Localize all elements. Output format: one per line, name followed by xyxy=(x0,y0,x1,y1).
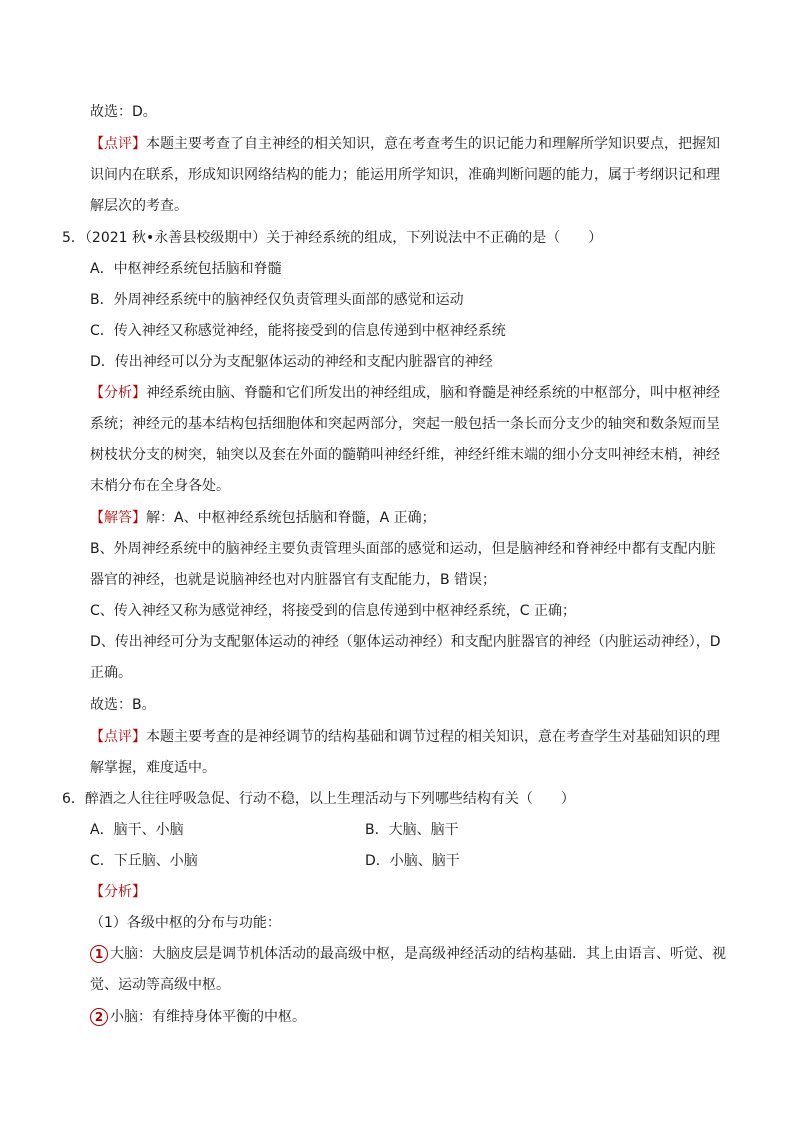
q4-comment-line-1 xyxy=(90,134,730,154)
q4-comment-line-3: 解层次的考查。 xyxy=(90,198,188,214)
q6-item-2-line-1 xyxy=(90,1007,730,1027)
q5-solution-line-2: B、外周神经系统中的脑神经主要负责管理头面部的感觉和运动，但是脑神经和脊神经中都有支配内脏 xyxy=(90,541,716,557)
q5-option-a: A．中枢神经系统包括脑和脊髓 xyxy=(90,261,282,277)
q5-option-d: D．传出神经可以分为支配躯体运动的神经和支配内脏器官的神经 xyxy=(90,354,493,370)
q5-solution-line-4: C、传入神经又称为感觉神经，将接受到的信息传递到中枢神经系统，C 正确； xyxy=(90,603,576,619)
q6-item-2-text-1: 小脑：有维持身体平衡的中枢。 xyxy=(110,1009,306,1025)
q6-analysis-tag-line xyxy=(90,882,730,902)
q5-analysis-line-3: 树枝状分支的树突，轴突以及套在外面的髓鞘叫神经纤维，神经纤维末端的细小分支叫神经末梢，神经 xyxy=(90,447,720,463)
q5-solution-line-5: D、传出神经可分为支配躯体运动的神经（躯体运动神经）和支配内脏器官的神经（内脏运动神经），D xyxy=(90,634,721,650)
q5-option-c: C．传入神经又称感觉神经，能将接受到的信息传递到中枢神经系统 xyxy=(90,323,506,339)
q6-option-c: C．下丘脑、小脑 xyxy=(90,853,198,869)
q4-comment-line-2: 识间内在联系，形成知识网络结构的能力；能运用所学知识，准确判断问题的能力，属于考纲识记和理 xyxy=(90,167,720,183)
q4-answer: 故选：D。 xyxy=(90,104,157,120)
q6-option-a: A．脑干、小脑 xyxy=(90,822,184,838)
q5-stem: 5．（2021 秋•永善县校级期中）关于神经系统的组成，下列说法中不正确的是（ ） xyxy=(62,230,603,246)
circled-number-2: 2 xyxy=(90,1008,108,1026)
q5-solution-tag: 【解答】 xyxy=(90,510,146,526)
q5-comment-text-1: 本题主要考查的是神经调节的结构基础和调节过程的相关知识，意在考查学生对基础知识的理 xyxy=(146,729,720,745)
q6-sub-heading: （1）各级中枢的分布与功能： xyxy=(90,915,281,931)
q6-item-1-line-2: 觉、运动等高级中枢。 xyxy=(90,977,230,993)
q6-option-b: B．大脑、脑干 xyxy=(365,822,459,838)
q6-option-d: D．小脑、脑干 xyxy=(365,853,460,869)
q5-comment-line-2: 解掌握，难度适中。 xyxy=(90,760,216,776)
q5-comment-tag: 【点评】 xyxy=(90,729,146,745)
q6-analysis-tag: 【分析】 xyxy=(90,884,146,900)
q6-item-1-text-1: 大脑：大脑皮层是调节机体活动的最高级中枢，是高级神经活动的结构基础．其上由语言、听觉、视 xyxy=(110,946,726,962)
circled-number-1: 1 xyxy=(90,945,108,963)
q5-analysis-line-2: 系统；神经元的基本结构包括细胞体和突起两部分，突起一般包括一条长而分支少的轴突和数条短而呈 xyxy=(90,416,720,432)
q6-stem: 6．醉酒之人往往呼吸急促、行动不稳，以上生理活动与下列哪些结构有关（ ） xyxy=(62,791,575,807)
q5-comment-line-1 xyxy=(90,727,730,747)
q5-solution-line-3: 器官的神经，也就是说脑神经也对内脏器官有支配能力，B 错误； xyxy=(90,572,497,588)
q5-answer: 故选：B。 xyxy=(90,697,156,713)
q5-option-b: B．外周神经系统中的脑神经仅负责管理头面部的感觉和运动 xyxy=(90,292,464,308)
q5-analysis-tag: 【分析】 xyxy=(90,385,146,401)
q6-item-1-line-1 xyxy=(90,944,730,964)
q5-analysis-line-4: 末梢分布在全身各处。 xyxy=(90,478,230,494)
q5-analysis-line-1 xyxy=(90,383,730,403)
q5-solution-line-6: 正确。 xyxy=(90,665,132,681)
q5-analysis-text-1: 神经系统由脑、脊髓和它们所发出的神经组成，脑和脊髓是神经系统的中枢部分，叫中枢神经 xyxy=(146,385,720,401)
q4-comment-tag: 【点评】 xyxy=(90,136,146,152)
q5-solution-line-1 xyxy=(90,508,730,528)
q5-solution-text-1: 解：A、中枢神经系统包括脑和脊髓，A 正确； xyxy=(146,510,436,526)
q4-comment-text-1: 本题主要考查了自主神经的相关知识，意在考查考生的识记能力和理解所学知识要点，把握知 xyxy=(146,136,720,152)
